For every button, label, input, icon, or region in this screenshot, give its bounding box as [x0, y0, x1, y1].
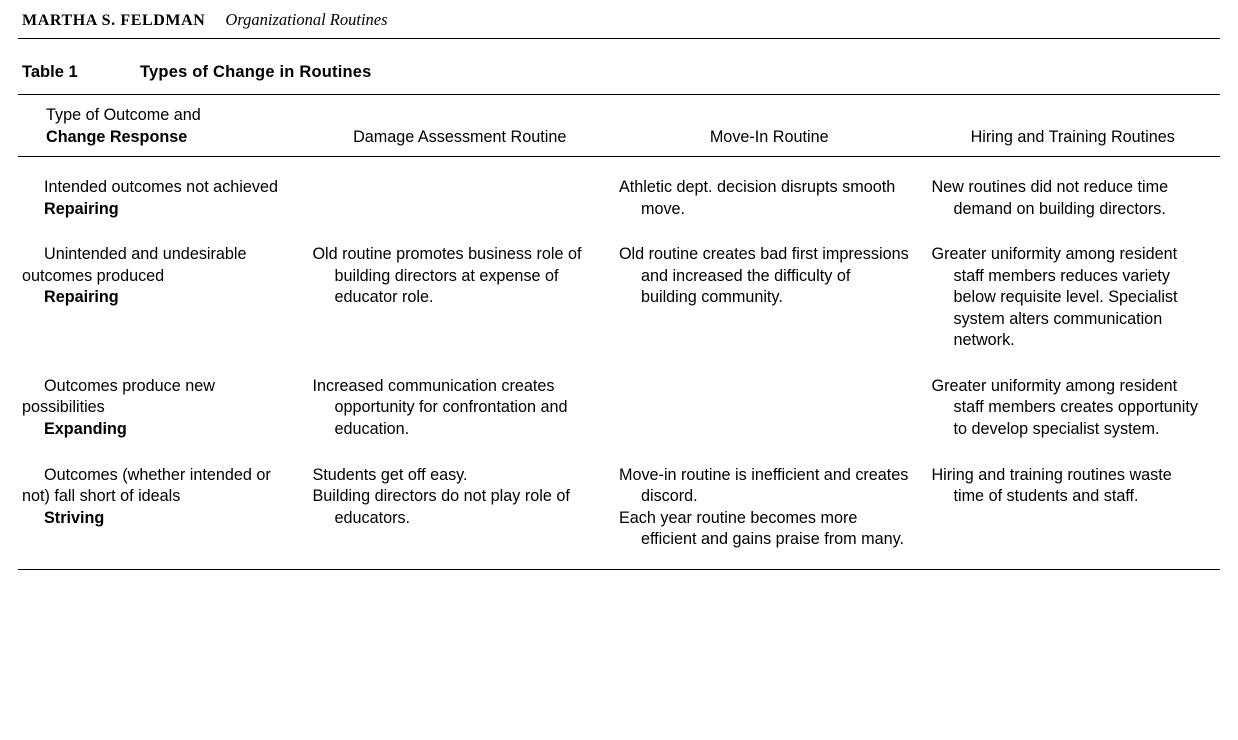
running-head: [18, 0, 1220, 30]
running-head-author: MARTHA S. FELDMAN: [22, 12, 206, 29]
cell-hiring-training: [925, 360, 1220, 449]
table-caption-text: Types of Change in Routines: [140, 63, 372, 81]
change-response: Repairing: [44, 199, 119, 218]
cell-paragraph: Old routine promotes business role of building directors at expense of educator role.: [312, 245, 582, 307]
cell-hiring-training: [925, 228, 1220, 360]
outcome-text: Outcomes produce new possibilities: [22, 376, 215, 417]
table-label: Table 1: [22, 63, 78, 81]
change-response: Expanding: [44, 420, 127, 439]
column-header-outcome: [18, 95, 306, 156]
table-row: [18, 228, 1220, 360]
change-response: Striving: [44, 508, 105, 527]
outcome-text: Intended outcomes not achieved: [44, 178, 278, 197]
table-bottom-rule: [18, 569, 1220, 570]
running-head-title: Organizational Routines: [225, 10, 388, 29]
table-header: [18, 95, 1220, 156]
cell-paragraph: Greater uniformity among resident staff members creates opportunity to develop specialist system.: [931, 376, 1198, 439]
cell-outcome-type: [18, 449, 306, 559]
cell-damage-assessment: [306, 360, 613, 449]
cell-paragraph: Old routine creates bad first impressions and increased the difficulty of building community.: [618, 245, 909, 307]
cell-paragraph: Hiring and training routines waste time of students and staff.: [931, 465, 1172, 506]
change-response: Repairing: [44, 288, 119, 307]
cell-outcome-type: [18, 360, 306, 449]
cell-move-in: [613, 228, 926, 360]
cell-outcome-type: [18, 228, 306, 360]
cell-hiring-training: [925, 157, 1220, 229]
cell-outcome-type: [18, 157, 306, 229]
column-header-outcome-line2: Change Response: [46, 127, 188, 146]
outcome-text: Unintended and undesirable outcomes produced: [22, 245, 247, 285]
cell-damage-assessment: [306, 449, 613, 559]
column-header-hiring-training: Hiring and Training Routines: [970, 127, 1175, 146]
cell-paragraph: Increased communication creates opportunity for confrontation and education.: [312, 376, 568, 439]
table-caption: [18, 63, 1220, 82]
cell-move-in: [613, 449, 926, 559]
cell-move-in: [613, 360, 926, 449]
cell-hiring-training: [925, 449, 1220, 559]
cell-damage-assessment: [306, 157, 613, 229]
cell-paragraph: Move-in routine is inefficient and creates discord.: [618, 465, 909, 506]
cell-paragraph: Each year routine becomes more efficient and gains praise from many.: [618, 508, 904, 549]
column-header-move-in: Move-In Routine: [709, 127, 829, 146]
cell-paragraph: Students get off easy.: [312, 465, 468, 484]
cell-paragraph: Athletic dept. decision disrupts smooth move.: [618, 178, 896, 218]
cell-damage-assessment: [306, 228, 613, 360]
outcome-text: Outcomes (whether intended or not) fall short of ideals: [22, 465, 271, 506]
cell-paragraph: Greater uniformity among resident staff members reduces variety below requisite level. Specialist system alters communication network.: [931, 245, 1178, 350]
column-header-outcome-line1: Type of Outcome and: [46, 106, 201, 124]
cell-move-in: [613, 157, 926, 229]
table-row: [18, 157, 1220, 229]
types-of-change-table: [18, 95, 1220, 559]
column-header-damage-assessment: Damage Assessment Routine: [353, 127, 567, 146]
table-row: [18, 449, 1220, 559]
cell-paragraph: Building directors do not play role of educators.: [312, 487, 570, 527]
table-row: [18, 360, 1220, 449]
cell-paragraph: New routines did not reduce time demand on building directors.: [931, 178, 1169, 218]
running-head-rule: [18, 38, 1220, 39]
